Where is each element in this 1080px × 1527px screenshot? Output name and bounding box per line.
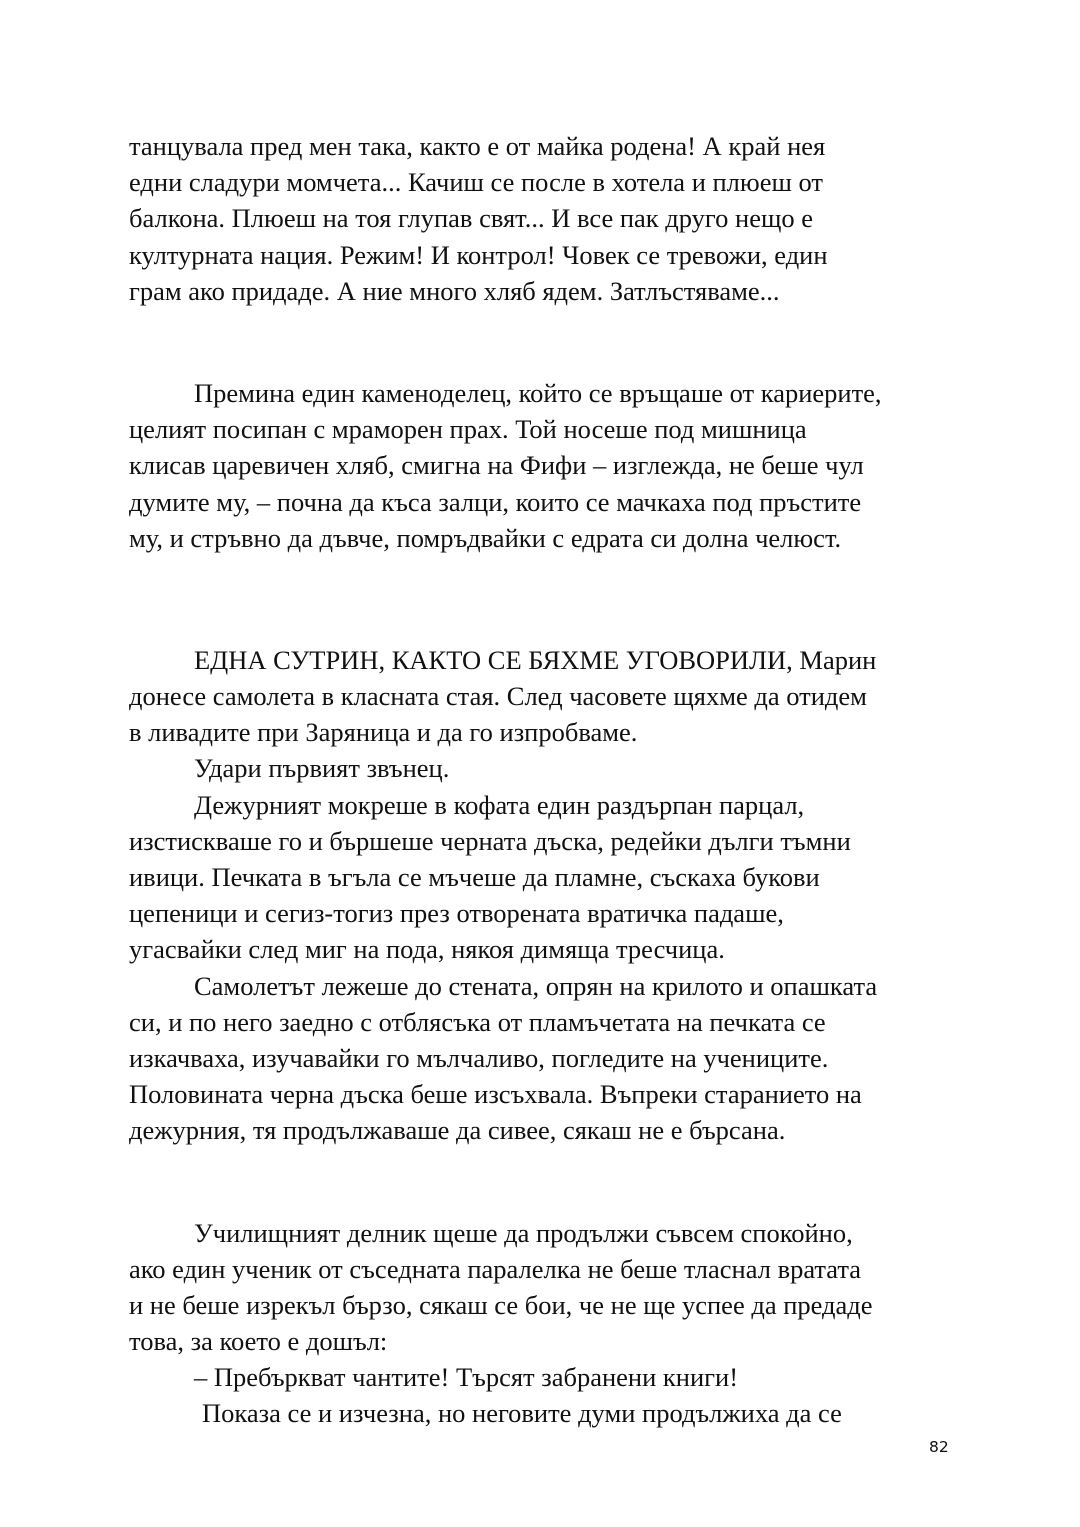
text-line: в ливадите при Заряница и да го изпробваме.	[129, 717, 638, 748]
text-line: Училищният делник щеше да продължи съвсем спокойно,	[194, 1217, 853, 1248]
text-line: угасвайки след миг на пода, някоя димяща тресчица.	[129, 934, 725, 965]
text-line: целият посипан с мраморен прах. Той носеше под мишница	[129, 414, 807, 445]
text-line: ако един ученик от съседната паралелка не беше тласнал вратата	[129, 1253, 862, 1284]
text-line: му, и стръвно да дъвче, помръдвайки с едрата си долна челюст.	[129, 522, 842, 553]
text-line: едни сладури момчета... Качиш се после в хотела и плюеш от	[129, 167, 823, 198]
page-number: 82	[929, 1438, 949, 1456]
text-line: изкачваха, изучавайки го мълчаливо, погледите на учениците.	[129, 1042, 829, 1073]
text-line: цепеници и сегиз-тогиз през отворената вратичка падаше,	[129, 898, 784, 929]
body-text	[129, 128, 959, 1432]
text-line: дежурния, тя продължаваше да сивее, сякаш не е бърсана.	[129, 1115, 786, 1146]
text-line: и не беше изрекъл бързо, сякаш се бои, че не ще успее да предаде	[129, 1289, 873, 1320]
section-gap	[129, 556, 959, 642]
text-line: Самолетът лежеше до стената, опрян на крилото и опашката	[194, 970, 878, 1001]
text-line: ЕДНА СУТРИН, КАКТО СЕ БЯХМЕ УГОВОРИЛИ, Марин	[194, 644, 877, 675]
text-line: – Пребъркват чантите! Търсят забранени книги!	[194, 1362, 739, 1393]
text-line: Дежурният мокреше в кофата един раздърпан парцал,	[194, 789, 805, 820]
text-line: донесе самолета в класната стая. След часовете щяхме да отидем	[129, 681, 867, 712]
text-line: Половината черна дъска беше изсъхвала. Въпреки старанието на	[129, 1079, 862, 1110]
text-line: клисав царевичен хляб, смигна на Фифи – изглежда, не беше чул	[129, 450, 864, 481]
text-line: си, и по него заедно с отблясъка от пламъчетата на печката се	[129, 1006, 826, 1037]
text-line: думите му, – почна да къса залци, които се мачкаха под пръстите	[129, 486, 862, 517]
text-line: грам ако придаде. А ние много хляб ядем. Затлъстяваме...	[129, 275, 780, 306]
text-line: балкона. Плюеш на тоя глупав свят... И все пак друго нещо е	[129, 203, 814, 234]
text-line: Показа се и изчезна, но неговите думи продължиха да се	[202, 1398, 842, 1429]
text-line: танцувала пред мен така, както е от майка родена! А край нея	[129, 131, 826, 161]
text-line: Премина един каменоделец, който се връщаше от кариерите,	[194, 377, 882, 408]
text-line: Удари първият звънец.	[194, 753, 450, 784]
text-line: ивици. Печката в ъгъла се мъчеше да пламне, съскаха букови	[129, 862, 820, 892]
text-line: културната нация. Режим! И контрол! Човек се тревожи, един	[129, 239, 828, 270]
text-line: това, за което е дошъл:	[129, 1326, 388, 1357]
paragraph-gap	[129, 309, 959, 375]
paragraph-gap	[129, 1149, 959, 1215]
text-line: изстискваше го и бършеше черната дъска, редейки дълги тъмни	[129, 825, 851, 856]
